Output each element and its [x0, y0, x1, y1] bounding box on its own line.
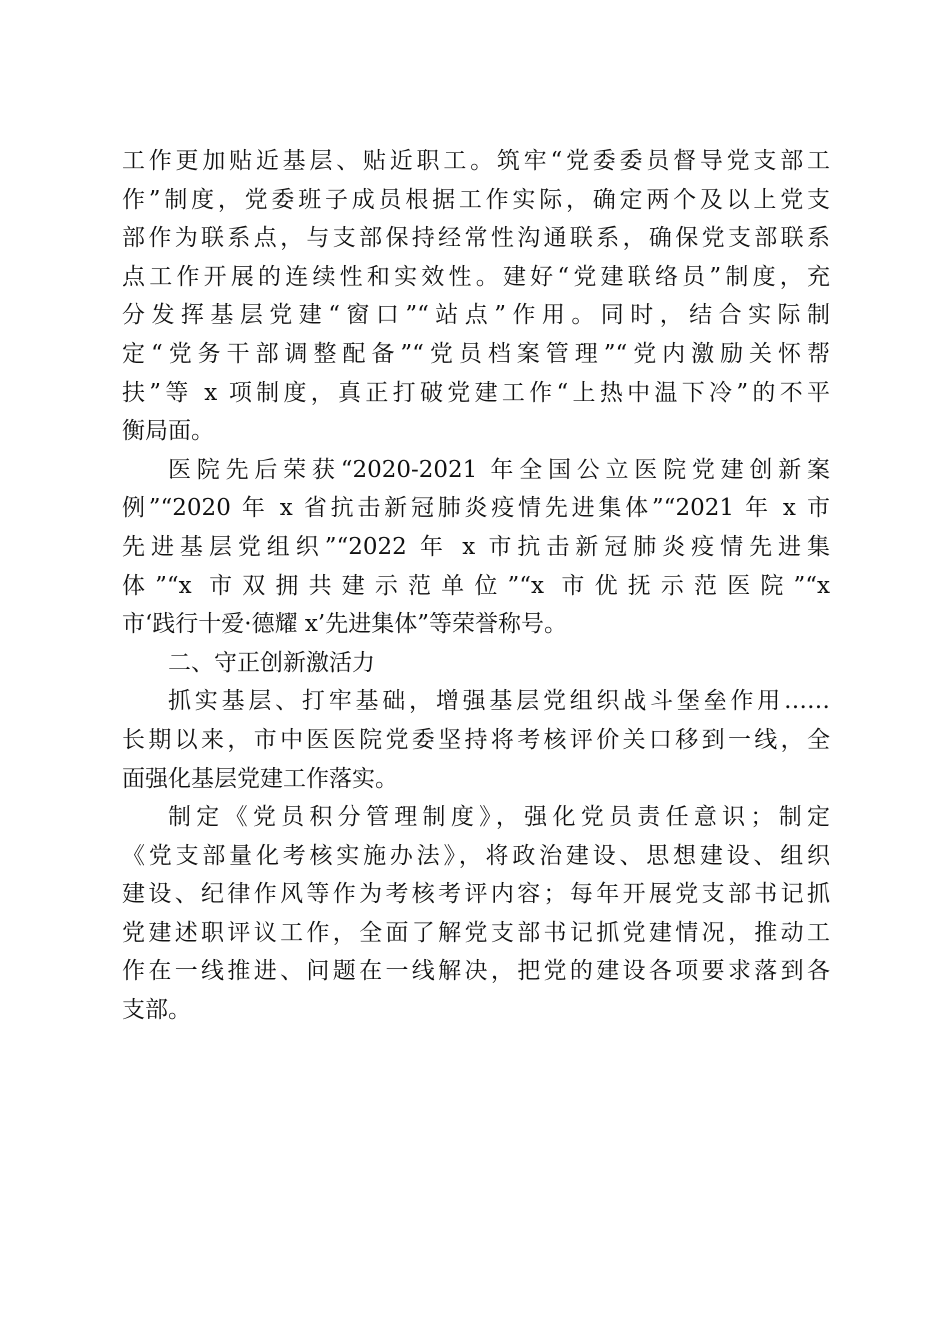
text-line: 扶”等 x 项制度，真正打破党建工作“上热中温下冷”的不平	[122, 379, 830, 406]
text-line: 面强化基层党建工作落实。	[122, 765, 398, 792]
text-line: 党建述职评议工作，全面了解党支部书记抓党建情况，推动工	[122, 919, 830, 946]
text-line: 建设、纪律作风等作为考核考评内容；每年开展党支部书记抓	[122, 881, 830, 908]
section-heading: 二、守正创新激活力	[168, 649, 375, 676]
text-line: 作”制度，党委班子成员根据工作实际，确定两个及以上党支	[122, 186, 830, 213]
text-line: 支部。	[122, 997, 191, 1024]
text-line: 抓实基层、打牢基础，增强基层党组织战斗堡垒作用……	[168, 688, 830, 715]
document-body	[122, 142, 830, 1030]
text-line: 先进基层党组织”“2022 年 x 市抗击新冠肺炎疫情先进集	[122, 533, 830, 560]
text-line: 定“党务干部调整配备”“党员档案管理”“党内激励关怀帮	[122, 340, 830, 367]
text-line: 体”“x 市双拥共建示范单位”“x 市优抚示范医院”“x	[122, 572, 830, 599]
text-line: 部作为联系点，与支部保持经常性沟通联系，确保党支部联系	[122, 225, 830, 252]
text-line: 作在一线推进、问题在一线解决，把党的建设各项要求落到各	[122, 958, 830, 985]
paragraph-assessment	[122, 798, 830, 1030]
paragraph-honors	[122, 451, 830, 644]
text-line: 分发挥基层党建“窗口”“站点”作用。同时，结合实际制	[122, 302, 830, 329]
text-line: 市‘践行十爱·德耀 x’先进集体”等荣誉称号。	[122, 611, 567, 638]
text-line: 医院先后荣获“2020-2021 年全国公立医院党建创新案	[168, 456, 830, 483]
text-line: 《党支部量化考核实施办法》，将政治建设、思想建设、组织	[122, 842, 830, 869]
text-line: 长期以来，市中医医院党委坚持将考核评价关口移到一线，全	[122, 726, 830, 753]
text-line: 点工作开展的连续性和实效性。建好“党建联络员”制度，充	[122, 263, 830, 290]
paragraph-grassroots	[122, 682, 830, 798]
text-line: 制定《党员积分管理制度》，强化党员责任意识；制定	[168, 804, 830, 831]
text-line: 例”“2020 年 x 省抗击新冠肺炎疫情先进集体”“2021 年 x 市	[122, 495, 830, 522]
text-line: 衡局面。	[122, 418, 214, 445]
paragraph-party-system	[122, 142, 830, 451]
text-line: 工作更加贴近基层、贴近职工。筑牢“党委委员督导党支部工	[122, 148, 830, 174]
